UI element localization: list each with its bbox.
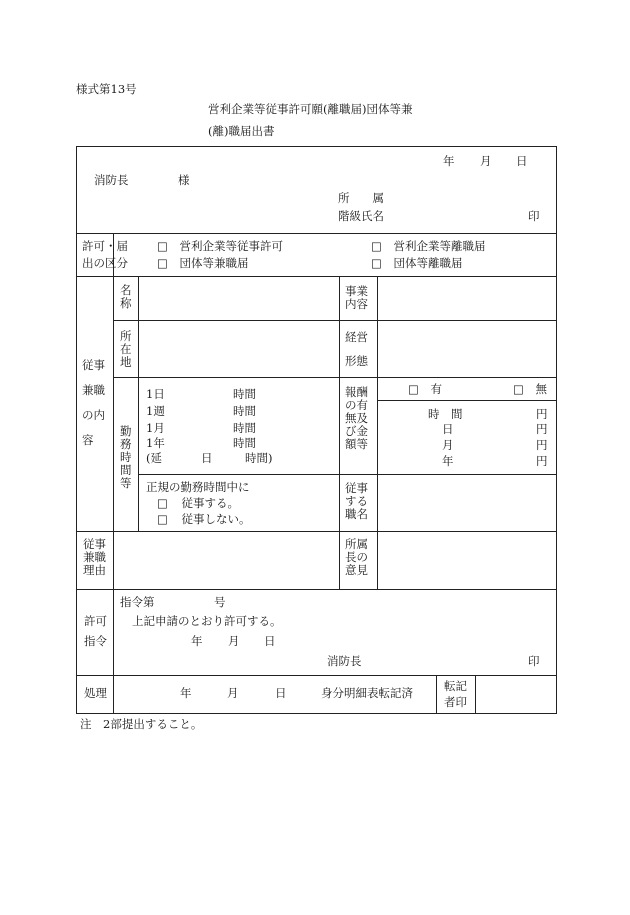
remuneration-day-unit: 日 [442,422,454,436]
transcriber-stamp-label-line2: 者印 [444,695,467,709]
engage-no-label: 従事しない。 [181,512,251,526]
regular-hours-question: 正規の勤務時間中に [146,480,250,494]
option-label: 営利企業等離職届 [393,239,486,253]
transcriber-stamp-field[interactable] [479,679,552,710]
permission-signer: 消防長 [327,654,362,668]
option-organization-resign[interactable] [371,258,463,270]
total-hours-close: 時間) [245,451,273,465]
remuneration-hour-unit: 時 間 [428,407,463,421]
checkbox-icon: □ [157,256,168,270]
remuneration-year-currency: 円 [536,454,548,468]
rank-name-label: 階級氏名 [338,209,384,223]
affiliation-label: 所 属 [338,191,384,205]
position-field[interactable] [382,479,552,527]
remuneration-hour-currency: 円 [536,407,548,421]
work-hours-label: 勤 務 時 間 等 [120,424,132,490]
hours-per-week-unit: 1週 [146,404,165,418]
hours-per-year-suffix: 時間 [233,436,256,450]
checkbox-icon: □ [371,256,382,270]
engage-no-option[interactable] [157,514,251,526]
checkbox-icon: □ [157,496,168,510]
option-organization-concurrent[interactable] [157,258,249,270]
option-label: 団体等離職届 [393,256,463,270]
remuneration-label: 報酬 の有 無及 び金 額等 [345,385,368,451]
processing-date-year: 年 [180,686,192,700]
section-label-line2: 兼職 [82,383,105,397]
footer-note: 注 2部提出すること。 [80,717,203,731]
date-day-label: 日 [516,154,528,168]
remuneration-yes-option[interactable] [408,384,442,396]
section-label-line4: 容 [82,433,94,447]
business-content-field[interactable] [382,282,552,316]
form-title-line1: 営利企業等従事許可願(離職届)団体等兼 [208,102,413,116]
section-label-line1: 従事 [82,358,105,372]
supervisor-opinion-field[interactable] [382,535,552,585]
order-number-suffix: 号 [214,595,226,609]
permission-date-month: 月 [228,634,240,648]
remuneration-month-unit: 月 [442,438,454,452]
remuneration-day-currency: 円 [536,422,548,436]
option-label: 団体等兼職届 [179,256,249,270]
remuneration-month-currency: 円 [536,438,548,452]
checkbox-icon: □ [371,239,382,253]
checkbox-icon: □ [513,382,524,396]
honorific-label: 様 [178,173,190,187]
name-label: 名 称 [120,283,132,310]
processing-date-day: 日 [275,686,287,700]
management-field[interactable] [382,325,552,373]
remuneration-no-label: 無 [535,382,548,396]
permission-label-line1: 許可 [84,614,107,628]
remuneration-yes-label: 有 [430,382,443,396]
hours-per-week-suffix: 時間 [233,404,256,418]
remuneration-no-option[interactable] [513,384,547,396]
processing-date-month: 月 [227,686,239,700]
hours-per-month-unit: 1月 [146,421,165,435]
permission-date-day: 日 [264,634,276,648]
category-label-line2: 出の区分 [82,256,128,270]
checkbox-icon: □ [157,239,168,253]
permission-label-line2: 指令 [84,634,107,648]
supervisor-opinion-label: 所属 長の 意見 [345,537,368,577]
order-number-prefix: 指令第 [120,595,155,609]
processing-label: 処理 [84,686,107,700]
date-year-label: 年 [443,154,455,168]
management-label-bottom: 形態 [345,354,368,368]
form-title-line2: (離)職届出書 [208,124,275,138]
address-label: 所 在 地 [120,329,132,369]
total-days-label: 日 [201,451,213,465]
option-label: 営利企業等従事許可 [179,239,284,253]
management-label-top: 経営 [345,330,368,344]
checkbox-icon: □ [408,382,419,396]
category-label-line1: 許可・届 [82,239,128,253]
engage-yes-option[interactable] [157,498,239,510]
applicant-seal: 印 [528,209,540,223]
record-transcribed-text: 身分明細表転記済 [321,686,413,700]
business-content-label: 事業 内容 [345,284,368,311]
date-month-label: 月 [480,154,492,168]
permission-date-year: 年 [191,634,203,648]
checkbox-icon: □ [157,512,168,526]
option-commercial-resign[interactable] [371,241,486,253]
engage-yes-label: 従事する。 [181,496,240,510]
reason-field[interactable] [118,535,334,585]
approval-statement: 上記申請のとおり許可する。 [132,614,282,628]
hours-per-day-unit: 1日 [146,387,165,401]
addressee-label: 消防長 [94,173,129,187]
option-commercial-permit[interactable] [157,241,283,253]
reason-label: 従事 兼職 理由 [83,537,106,577]
name-field[interactable] [144,282,334,316]
total-days-open: (延 [146,451,162,465]
address-field[interactable] [144,325,334,373]
section-label-line3: の内 [82,408,105,422]
permission-seal: 印 [528,654,540,668]
hours-per-year-unit: 1年 [146,436,165,450]
hours-per-day-suffix: 時間 [233,387,256,401]
position-label: 従事 する 職名 [345,481,368,521]
hours-per-month-suffix: 時間 [233,421,256,435]
form-number: 様式第13号 [76,82,137,96]
transcriber-stamp-label-line1: 転記 [444,679,467,693]
remuneration-year-unit: 年 [442,454,454,468]
